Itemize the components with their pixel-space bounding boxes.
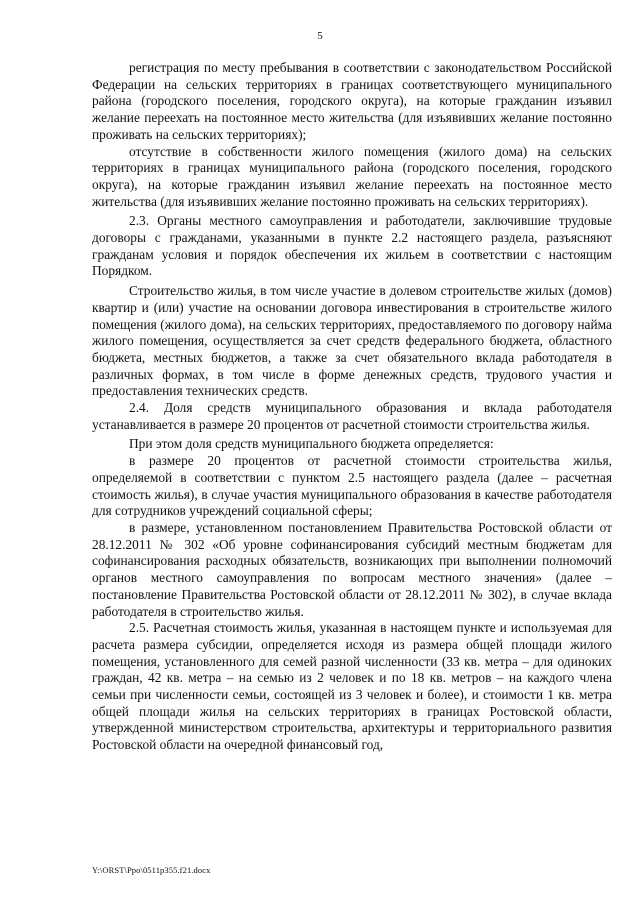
paragraph-budget-share: При этом доля средств муниципального бюджета определяется: bbox=[129, 436, 494, 452]
page-number: 5 bbox=[317, 30, 323, 42]
paragraph-resolution-302: в размере, установленном постановлением Правительства Ростовской области от 28.12.2011 № 302 «Об уровне софинансирования субсидий местным бюджетам для софинансирования расходных обязательств, возникающих при выполнении полномочий органов местного самоуправления по вопросам местного значения» (далее – постановление Правительства Ростовской области от 28.12.2011 № 302), в случае вклада работодателя в строительство жилья. bbox=[92, 519, 612, 619]
footer-file-path: Y:\ORST\Ppo\0511p355.f21.docx bbox=[92, 865, 211, 875]
paragraph-2-4: 2.4. Доля средств муниципального образования и вклада работодателя устанавливается в размере 20 процентов от расчетной стоимости строительства жилья. bbox=[92, 400, 612, 432]
paragraph-construction: Строительство жилья, в том числе участие в долевом строительстве жилых (домов) квартир и (или) участие на основании договора инвестирования в строительстве жилого помещения (жилого дома), на сельских территориях, предоставляемого по договору найма жилого помещения, осуществляется за счет средств федерального бюджета, областного бюджета, местных бюджетов, а также за счет обязательного вклада работодателя в различных формах, в том числе в форме денежных средств, трудового участия и предоставления технических средств. bbox=[92, 283, 612, 399]
document-body bbox=[92, 60, 612, 754]
paragraph-2-5: 2.5. Расчетная стоимость жилья, указанная в настоящем пункте и используемая для расчета размера субсидии, определяется исходя из размера общей площади жилого помещения, установленного для семей разной численности (33 кв. метра – для одиноких граждан, 42 кв. метра – на семью из 2 человек и по 18 кв. метров – на каждого члена семьи при численности семьи, состоящей из 3 человек и более), и стоимости 1 кв. метра общей площади жилья на сельских территориях в границах Ростовской области, утвержденной министерством строительства, архитектуры и территориального развития Ростовской области на очередной финансовый год, bbox=[92, 620, 612, 753]
paragraph-20-percent: в размере 20 процентов от расчетной стоимости строительства жилья, определяемой в соответствии с пунктом 2.5 настоящего раздела (далее – расчетная стоимость жилья), в случае участия муниципального образования в качестве работодателя для сотрудников учреждений социальной сферы; bbox=[92, 453, 612, 519]
paragraph-no-property: отсутствие в собственности жилого помещения (жилого дома) на сельских территориях в границах муниципального района (городского поселения, городского округа), на которые гражданин изъявил желание переехать на постоянное место жительства (для изъявивших желание постоянно проживать на сельских территориях). bbox=[92, 143, 612, 209]
paragraph-2-3: 2.3. Органы местного самоуправления и работодатели, заключившие трудовые договоры с гражданами, указанными в пункте 2.2 настоящего раздела, разъясняют гражданам условия и порядок обеспечения их жильем в соответствии с настоящим Порядком. bbox=[92, 213, 612, 279]
paragraph-registration: регистрация по месту пребывания в соответствии с законодательством Российской Федерации на сельских территориях в границах соответствующего муниципального района (городского поселения, городского округа), на которые гражданин изъявил желание переехать на постоянное место жительства (для изъявивших желание постоянно проживать на сельских территориях); bbox=[92, 60, 612, 142]
